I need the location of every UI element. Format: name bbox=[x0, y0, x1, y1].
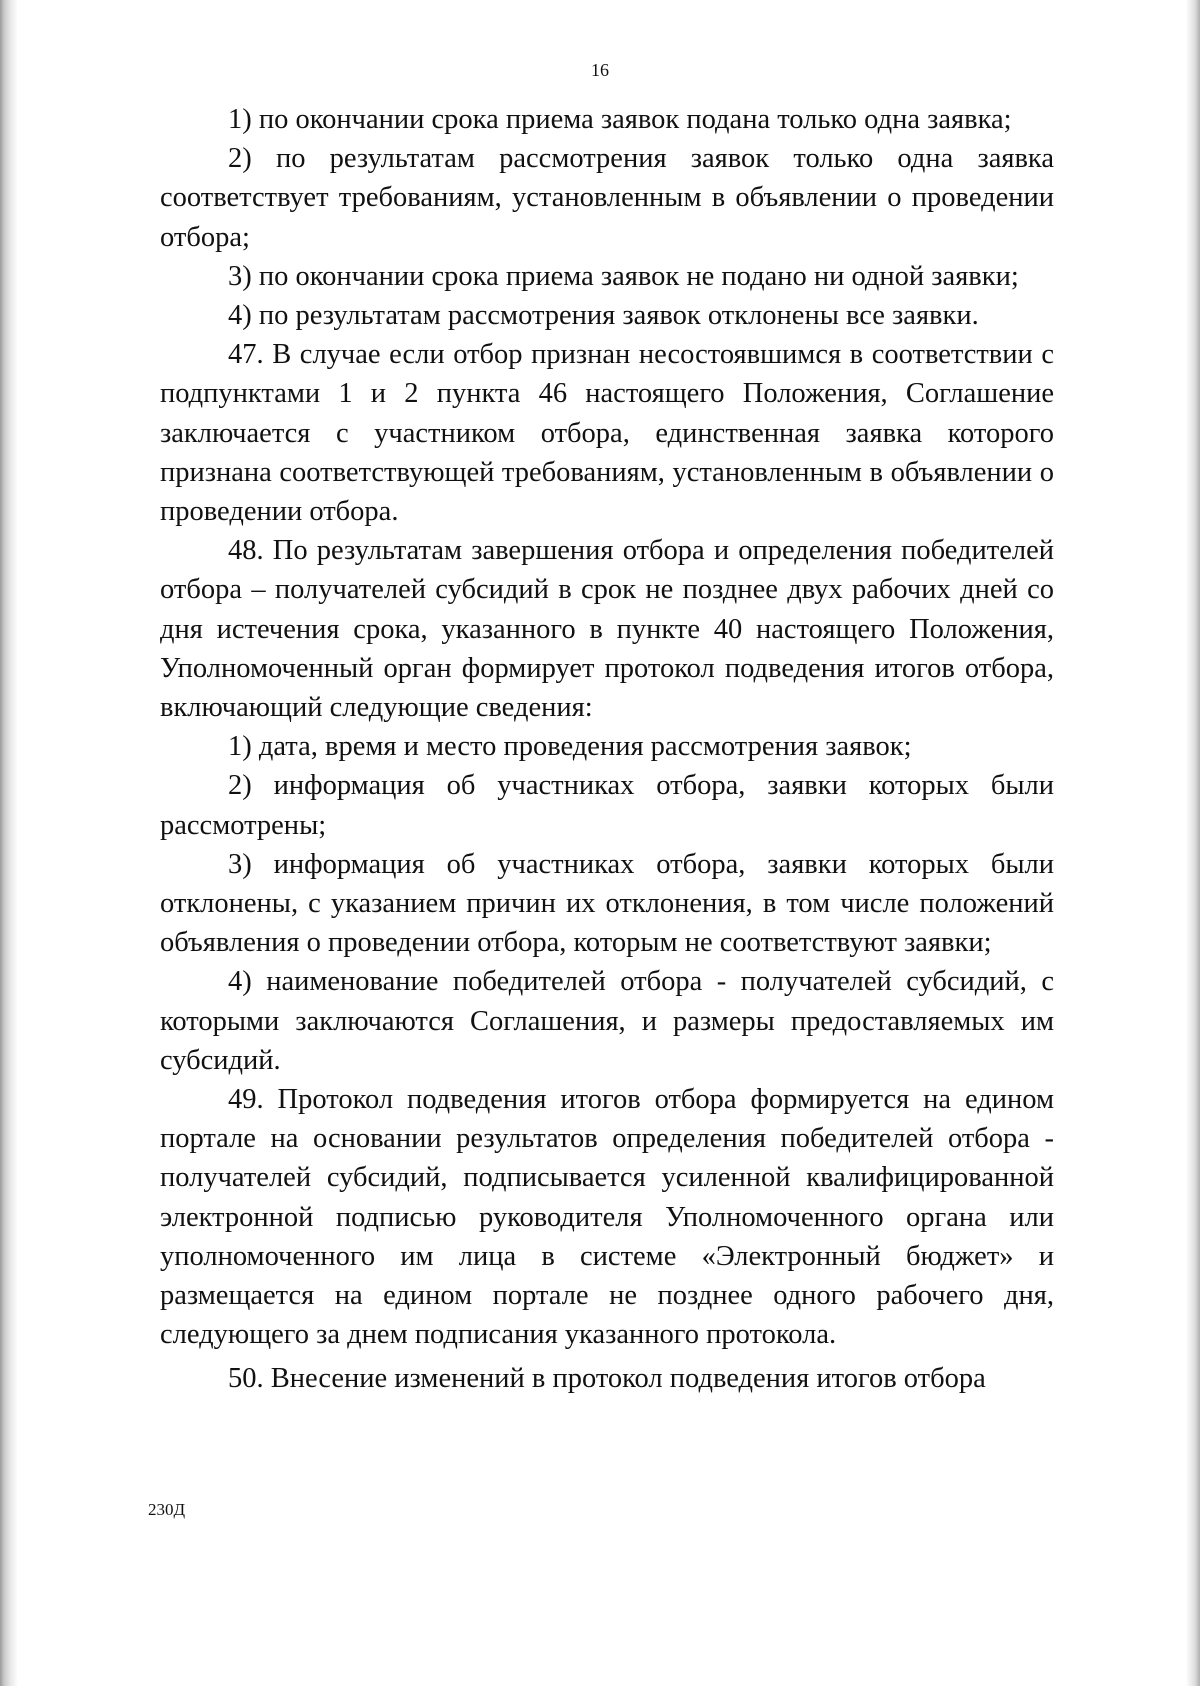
paragraph-4: 4) по результатам рассмотрения заявок отклонены все заявки. bbox=[228, 300, 979, 332]
page-number: 16 bbox=[591, 60, 609, 80]
paragraph-50: 50. Внесение изменений в протокол подведения итогов отбора bbox=[228, 1362, 986, 1394]
paragraph-48-item-1: 1) дата, время и место проведения рассмотрения заявок; bbox=[228, 731, 912, 763]
paragraph-3: 3) по окончании срока приема заявок не подано ни одной заявки; bbox=[228, 260, 1019, 292]
scan-edge-right bbox=[1186, 0, 1200, 1686]
paragraph-48-item-2: 2) информация об участниках отбора, заявки которых были рассмотрены; bbox=[160, 770, 1054, 841]
footer-document-code: 230Д bbox=[148, 1500, 186, 1519]
scan-edge-left bbox=[0, 0, 18, 1686]
paragraph-48-item-4: 4) наименование победителей отбора - получателей субсидий, с которыми заключаются Соглашения, и размеры предоставляемых им субсидий. bbox=[160, 966, 1054, 1076]
document-body bbox=[160, 100, 1054, 1398]
paragraph-48-item-3: 3) информация об участниках отбора, заявки которых были отклонены, с указанием причин их отклонения, в том числе положений объявления о проведении отбора, которым не соответствуют заявки; bbox=[160, 848, 1054, 959]
paragraph-1: 1) по окончании срока приема заявок подана только одна заявка; bbox=[228, 104, 1012, 135]
paragraph-48: 48. По результатам завершения отбора и определения победителей отбора – получателей субсидий в срок не позднее двух рабочих дней со дня истечения срока, указанного в пункте 40 настоящего Положения, Уполномоченный орган формирует протокол подведения итогов отбора, включающий следующие сведения: bbox=[160, 535, 1054, 724]
paragraph-2: 2) по результатам рассмотрения заявок только одна заявка соответствует требованиям, установленным в объявлении о проведении отбора; bbox=[160, 143, 1054, 253]
paragraph-47: 47. В случае если отбор признан несостоявшимся в соответствии с подпунктами 1 и 2 пункта 46 настоящего Положения, Соглашение заключается с участником отбора, единственная заявка которого признана соответствующей требованиям, установленным в объявлении о проведении отбора. bbox=[160, 339, 1054, 528]
paragraph-49: 49. Протокол подведения итогов отбора формируется на едином портале на основании результатов определения победителей отбора - получателей субсидий, подписывается усиленной квалифицированной электронной подписью руководителя Уполномоченного органа или уполномоченного им лица в системе «Электронный бюджет» и размещается на едином портале не позднее одного рабочего дня, следующего за днем подписания указанного протокола. bbox=[160, 1084, 1054, 1351]
